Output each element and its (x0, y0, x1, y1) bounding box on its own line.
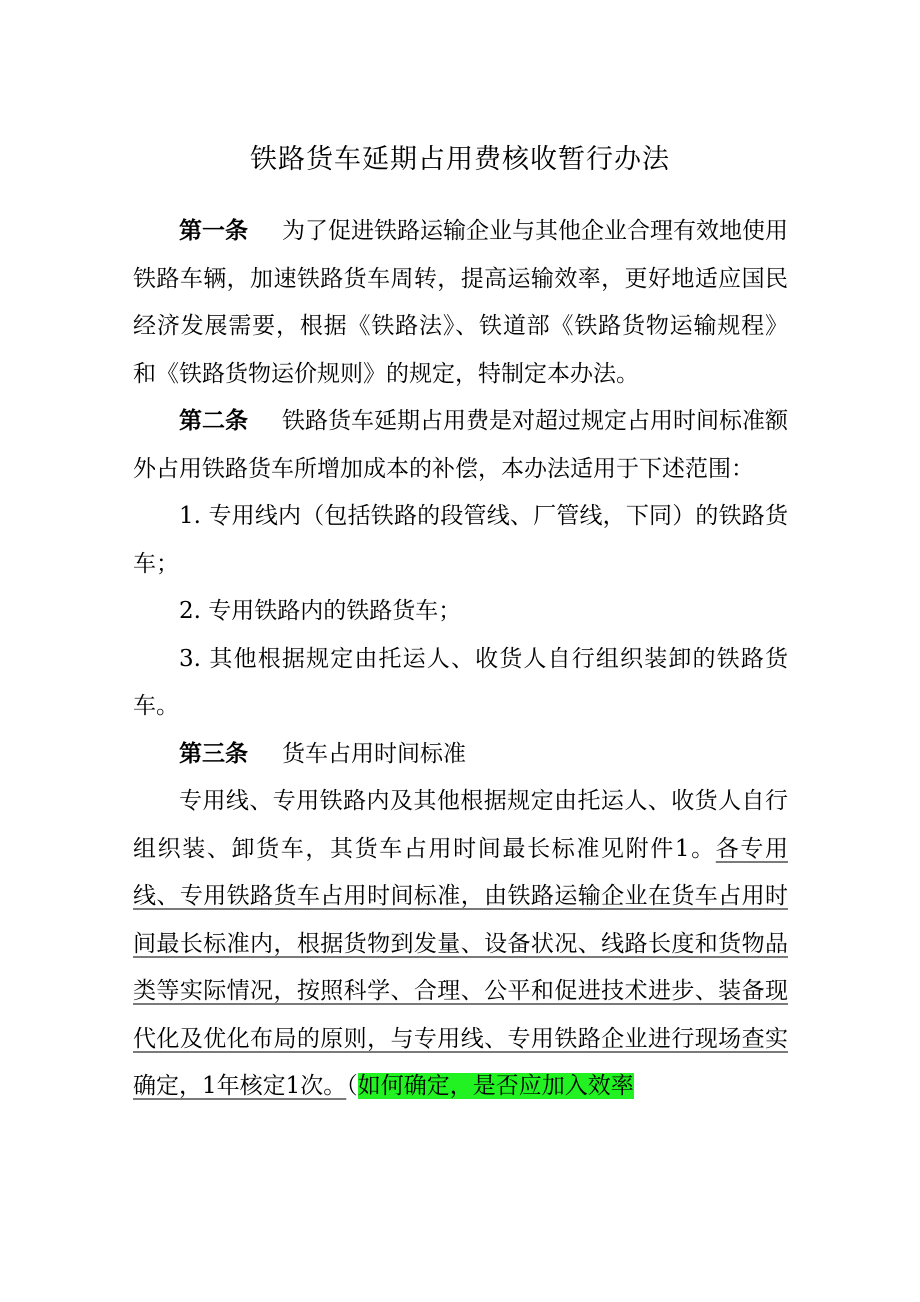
article-1-label: 第一条 (179, 218, 248, 244)
document-title: 铁路货车延期占用费核收暂行办法 (250, 144, 670, 175)
highlighted-comment: 如何确定，是否应加入效率 (357, 1073, 634, 1099)
article-2-label: 第二条 (179, 408, 248, 434)
revision-underlined-text: 各专用线、专用铁路货车占用时间标准，由铁路运输企业在货车占用时间最长标准内，根据货物到发量、设备状况、线路长度和货物品类等实际情况，按照科学、合理、公平和促进技术进步、装备现代化及优化布局的原则，与专用线、专用铁路企业进行现场查实确定，1年核定1次。 (133, 835, 788, 1099)
document-body (133, 208, 788, 1111)
list-item: 2. 专用铁路内的铁路货车； (179, 598, 462, 624)
article-2-paragraph (133, 398, 788, 493)
article-3-heading-paragraph (133, 731, 788, 779)
list-item: 3. 其他根据规定由托运人、收货人自行组织装卸的铁路货车。 (133, 645, 788, 719)
article-3-heading: 货车占用时间标准 (282, 740, 466, 767)
article-3-label: 第三条 (179, 740, 248, 767)
article-2-text: 铁路货车延期占用费是对超过规定占用时间标准额外占用铁路货车所增加成本的补偿，本办法适用于下述范围： (133, 408, 788, 482)
open-paren: （ (346, 1073, 358, 1099)
article-1-paragraph (133, 208, 788, 398)
article-1-text: 为了促进铁路运输企业与其他企业合理有效地使用铁路车辆，加速铁路货车周转，提高运输效率，更好地适应国民经济发展需要，根据《铁路法》、铁道部《铁路货物运输规程》和《铁路货物运价规则》的规定，特制定本办法。 (133, 218, 788, 387)
list-item: 1. 专用线内（包括铁路的段管线、厂管线，下同）的铁路货车； (133, 503, 788, 577)
article-3-paragraph (133, 778, 788, 1111)
article-3-plain-text: 专用线、专用铁路内及其他根据规定由托运人、收货人自行组织装、卸货车，其货车占用时间最长标准见附件1。 (133, 788, 788, 862)
